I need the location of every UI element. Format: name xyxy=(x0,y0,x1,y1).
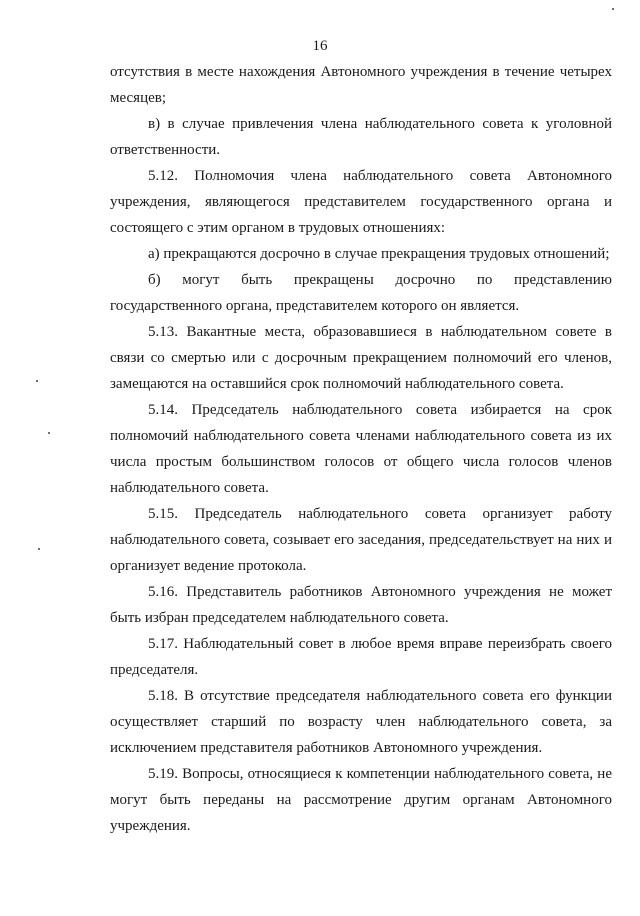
scan-speck xyxy=(48,432,50,434)
paragraph-item-b: б) могут быть прекращены досрочно по представлению государственного органа, представителем которого он является. xyxy=(110,272,612,314)
paragraph-5-18: 5.18. В отсутствие председателя наблюдательного совета его функции осуществляет старший по возрасту член наблюдательного совета, за исключением представителя работников Автономного учреждения. xyxy=(110,688,612,756)
paragraph-continuation: отсутствия в месте нахождения Автономного учреждения в течение четырех месяцев; xyxy=(110,64,612,106)
scan-speck xyxy=(38,548,40,550)
paragraph-5-17: 5.17. Наблюдательный совет в любое время вправе переизбрать своего председателя. xyxy=(110,636,612,678)
paragraph-5-15: 5.15. Председатель наблюдательного совета организует работу наблюдательного совета, созывает его заседания, председательствует на них и организует ведение протокола. xyxy=(110,506,612,574)
paragraph-5-16: 5.16. Представитель работников Автономного учреждения не может быть избран председателем наблюдательного совета. xyxy=(110,584,612,626)
page-number: 16 xyxy=(312,38,328,54)
scan-speck xyxy=(36,380,38,382)
paragraph-5-14: 5.14. Председатель наблюдательного совета избирается на срок полномочий наблюдательного совета членами наблюдательного совета из их числа простым большинством голосов от общего числа голосов членов наблюдательного совета. xyxy=(110,402,612,496)
paragraph-5-12: 5.12. Полномочия члена наблюдательного совета Автономного учреждения, являющегося представителем государственного органа и состоящего с этим органом в трудовых отношениях: xyxy=(110,168,612,236)
paragraph-item-v: в) в случае привлечения члена наблюдательного совета к уголовной ответственности. xyxy=(110,116,612,158)
scan-speck xyxy=(612,8,614,10)
paragraph-5-13: 5.13. Вакантные места, образовавшиеся в наблюдательном совете в связи со смертью или с досрочным прекращением полномочий его членов, замещаются на оставшийся срок полномочий наблюдательного совета. xyxy=(110,324,612,392)
document-body xyxy=(110,59,612,839)
paragraph-5-19: 5.19. Вопросы, относящиеся к компетенции наблюдательного совета, не могут быть переданы на рассмотрение другим органам Автономного учреждения. xyxy=(110,766,612,834)
paragraph-item-a: а) прекращаются досрочно в случае прекращения трудовых отношений; xyxy=(148,246,610,262)
